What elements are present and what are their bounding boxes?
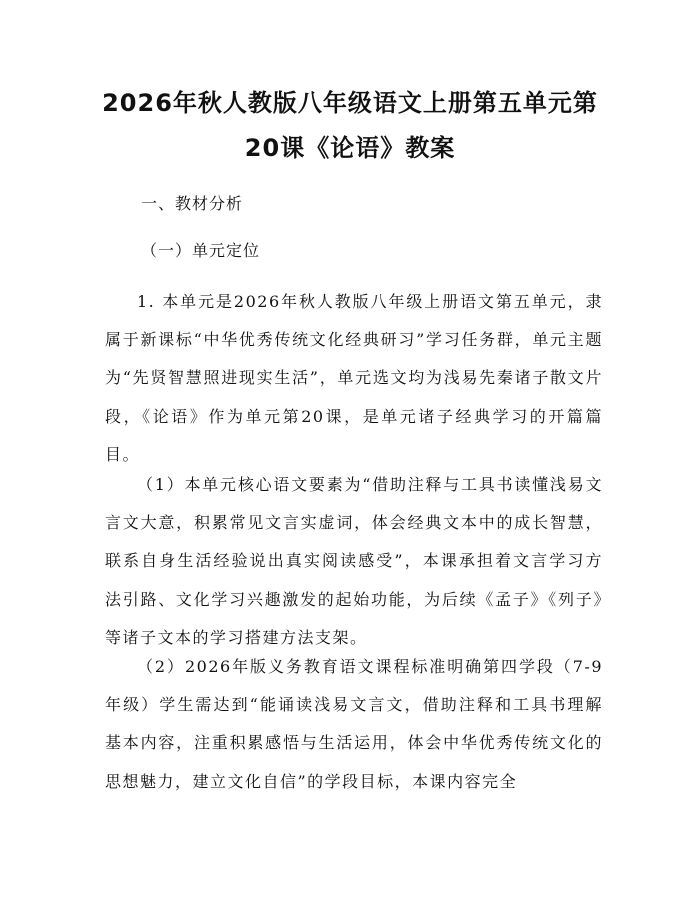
paragraph-3: （2）2026年版义务教育语文课程标准明确第四学段（7-9年级）学生需达到“能诵读浅易文言文，借助注释和工具书理解基本内容，注重积累感悟与生活运用，体会中华优秀传统文化的思想魅力，建立文化自信”的学段目标，本课内容完全: [105, 657, 603, 791]
paragraph-2: （1）本单元核心语文要素为“借助注释与工具书读懂浅易文言文大意，积累常见文言实虚词，体会经典文本中的成长智慧，联系自身生活经验说出真实阅读感受”，本课承担着文言学习方法引路、文化学习兴趣激发的起始功能，为后续《孟子》《列子》等诸子文本的学习搭建方法支架。: [105, 475, 603, 647]
section-heading: 一、教材分析: [141, 194, 244, 213]
paragraph-1: 1. 本单元是2026年秋人教版八年级上册语文第五单元，隶属于新课标“中华优秀传统文化经典研习”学习任务群，单元主题为“先贤智慧照进现实生活”，单元选文均为浅易先秦诸子散文片段，《论语》作为单元第20课，是单元诸子经典学习的开篇篇目。: [105, 292, 603, 464]
document-title-line-1: 2026年秋人教版八年级语文上册第五单元第: [102, 89, 598, 117]
document-title-line-2: 20课《论语》教案: [244, 134, 456, 162]
subsection-heading: （一）单元定位: [141, 241, 261, 260]
